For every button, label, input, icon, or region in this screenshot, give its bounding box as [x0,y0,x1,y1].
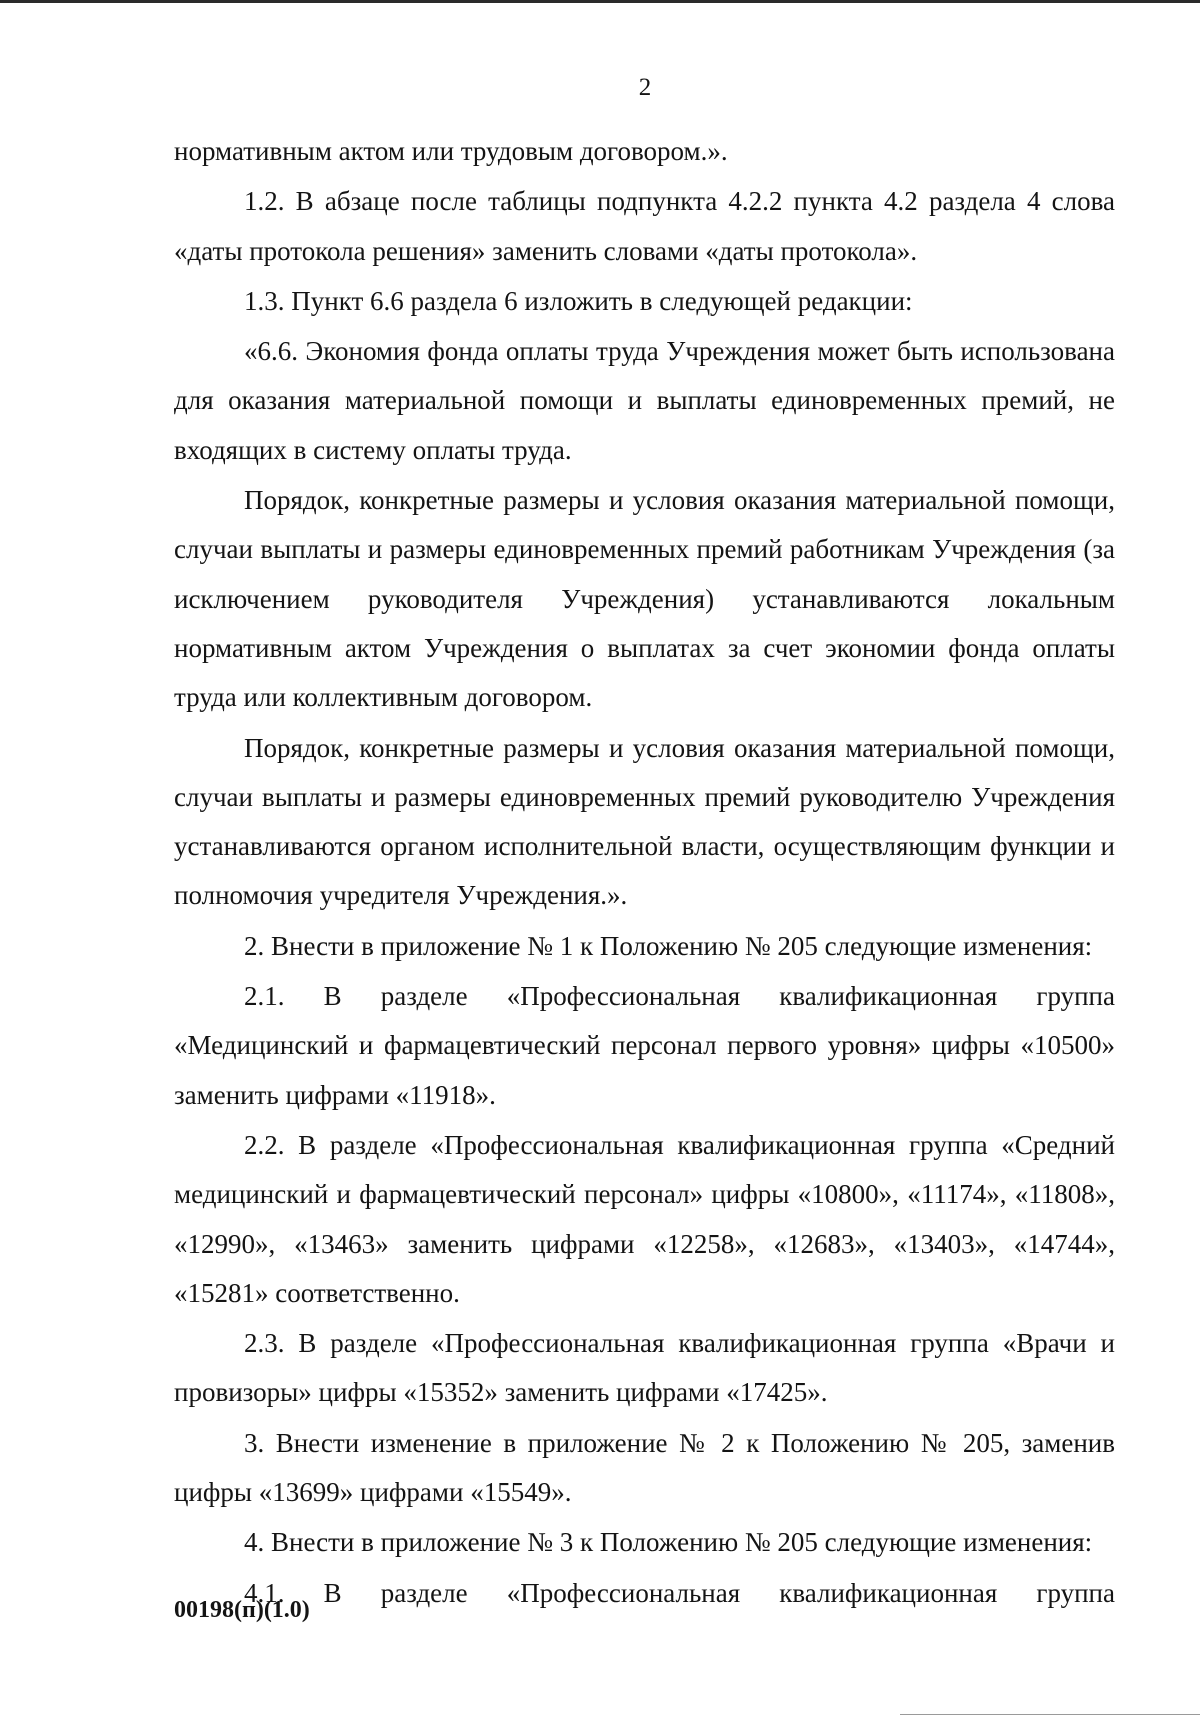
paragraph-2-2: 2.2. В разделе «Профессиональная квалификационная группа «Средний медицинский и фармацевтический персонал» цифры «10800», «11174», «11808», «12990», «13463» заменить цифрами «12258», «12683», «13403», «14744», «15281» соответственно. [174,1129,1115,1308]
top-edge-rule [0,0,1200,3]
paragraph-2: 2. Внести в приложение № 1 к Положению № 205 следующие изменения: [244,930,1093,961]
paragraph-3: 3. Внести изменение в приложение № 2 к Положению № 205, заменив цифры «13699» цифрами «15549». [174,1427,1115,1508]
document-body [174,127,1115,1618]
paragraph-1-2: 1.2. В абзаце после таблицы подпункта 4.2.2 пункта 4.2 раздела 4 слова «даты протокола решения» заменить словами «даты протокола». [174,186,1115,266]
document-code: 00198(п)(1.0) [174,1597,310,1623]
paragraph-4-1: 4.1. В разделе «Профессиональная квалификационная группа [244,1577,1115,1608]
paragraph-continuation: нормативным актом или трудовым договором.». [174,136,728,166]
paragraph-procedure-head: Порядок, конкретные размеры и условия оказания материальной помощи, случаи выплаты и размеры единовременных премий руководителю Учреждения устанавливаются органом исполнительной власти, осуществляющим функции и полномочия учредителя Учреждения.». [174,732,1115,911]
paragraph-6-6: «6.6. Экономия фонда оплаты труда Учреждения может быть использована для оказания материальной помощи и выплаты единовременных премий, не входящих в систему оплаты труда. [174,336,1115,465]
paragraph-2-1: 2.1. В разделе «Профессиональная квалификационная группа «Медицинский и фармацевтический персонал первого уровня» цифры «10500» заменить цифрами «11918». [174,981,1115,1110]
page-number: 2 [638,74,652,101]
paragraph-4: 4. Внести в приложение № 3 к Положению № 205 следующие изменения: [244,1527,1093,1558]
paragraph-1-3: 1.3. Пункт 6.6 раздела 6 изложить в следующей редакции: [244,285,913,316]
paragraph-procedure-employees: Порядок, конкретные размеры и условия оказания материальной помощи, случаи выплаты и размеры единовременных премий работникам Учреждения (за исключением руководителя Учреждения) устанавливаются локальным нормативным актом Учреждения о выплатах за счет экономии фонда оплаты труда или коллективным договором. [174,485,1115,713]
bottom-edge-rule [900,1714,1200,1715]
paragraph-2-3: 2.3. В разделе «Профессиональная квалификационная группа «Врачи и провизоры» цифры «15352» заменить цифрами «17425». [174,1328,1115,1408]
